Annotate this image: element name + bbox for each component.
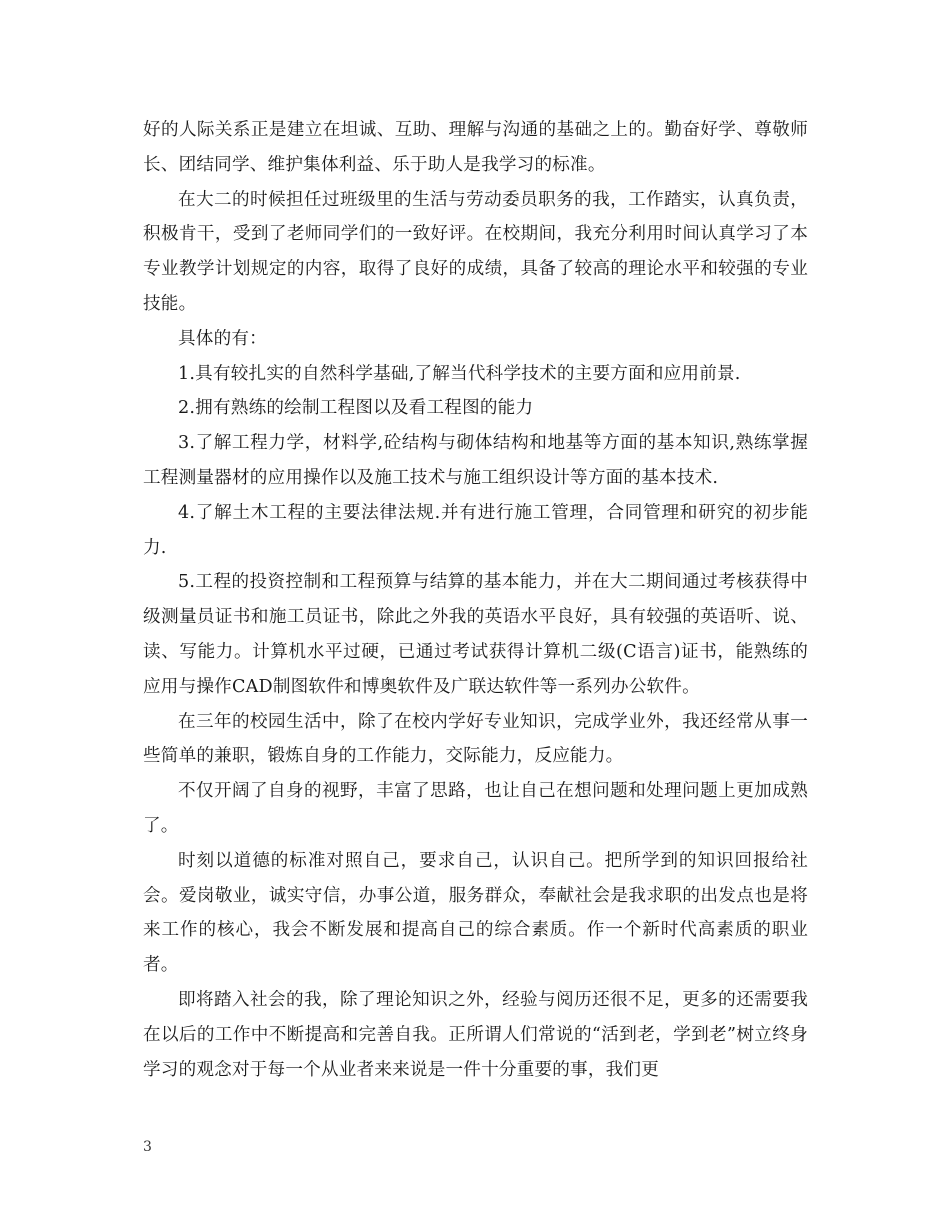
paragraph: 即将踏入社会的我，除了理论知识之外，经验与阅历还很不足，更多的还需要我在以后的工作中不断提高和完善自我。正所谓人们常说的“活到老，学到老”树立终身学习的观念对于每一个从业者来来说是一件十分重要的事，我们更: [143, 989, 808, 1080]
paragraph: 4.了解土木工程的主要法律法规.并有进行施工管理，合同管理和研究的初步能力.: [143, 502, 808, 558]
paragraph: 5.工程的投资控制和工程预算与结算的基本能力，并在大二期间通过考核获得中级测量员证书和施工员证书，除此之外我的英语水平良好，具有较强的英语听、说、读、写能力。计算机水平过硬，已通过考试获得计算机二级(C语言)证书，能熟练的应用与操作CAD制图软件和博奥软件及广联达软件等一系列办公软件。: [143, 572, 808, 697]
document-body: [143, 113, 808, 1087]
page-number: 3: [143, 1139, 152, 1155]
paragraph: 不仅开阔了自身的视野，丰富了思路，也让自己在想问题和处理问题上更加成熟了。: [143, 781, 808, 836]
paragraph: 2.拥有熟练的绘制工程图以及看工程图的能力: [178, 398, 534, 419]
paragraph: 1.具有较扎实的自然科学基础,了解当代科学技术的主要方面和应用前景.: [178, 363, 741, 384]
paragraph: 时刻以道德的标准对照自己，要求自己，认识自己。把所学到的知识回报给社会。爱岗敬业，诚实守信，办事公道，服务群众，奉献社会是我求职的出发点也是将来工作的核心，我会不断发展和提高自己的综合素质。作一个新时代高素质的职业者。: [143, 850, 808, 976]
paragraph: 具体的有：: [178, 328, 267, 349]
paragraph: 好的人际关系正是建立在坦诚、互助、理解与沟通的基础之上的。勤奋好学、尊敬师长、团结同学、维护集体利益、乐于助人是我学习的标准。: [143, 120, 808, 175]
paragraph: 在大二的时候担任过班级里的生活与劳动委员职务的我，工作踏实，认真负责，积极肯干，受到了老师同学们的一致好评。在校期间，我充分利用时间认真学习了本专业教学计划规定的内容，取得了良好的成绩，具备了较高的理论水平和较强的专业技能。: [143, 189, 808, 314]
paragraph: 在三年的校园生活中，除了在校内学好专业知识，完成学业外，我还经常从事一些简单的兼职，锻炼自身的工作能力，交际能力，反应能力。: [143, 711, 808, 767]
paragraph: 3.了解工程力学，材料学,砼结构与砌体结构和地基等方面的基本知识,熟练掌握工程测量器材的应用操作以及施工技术与施工组织设计等方面的基本技术.: [143, 433, 808, 488]
